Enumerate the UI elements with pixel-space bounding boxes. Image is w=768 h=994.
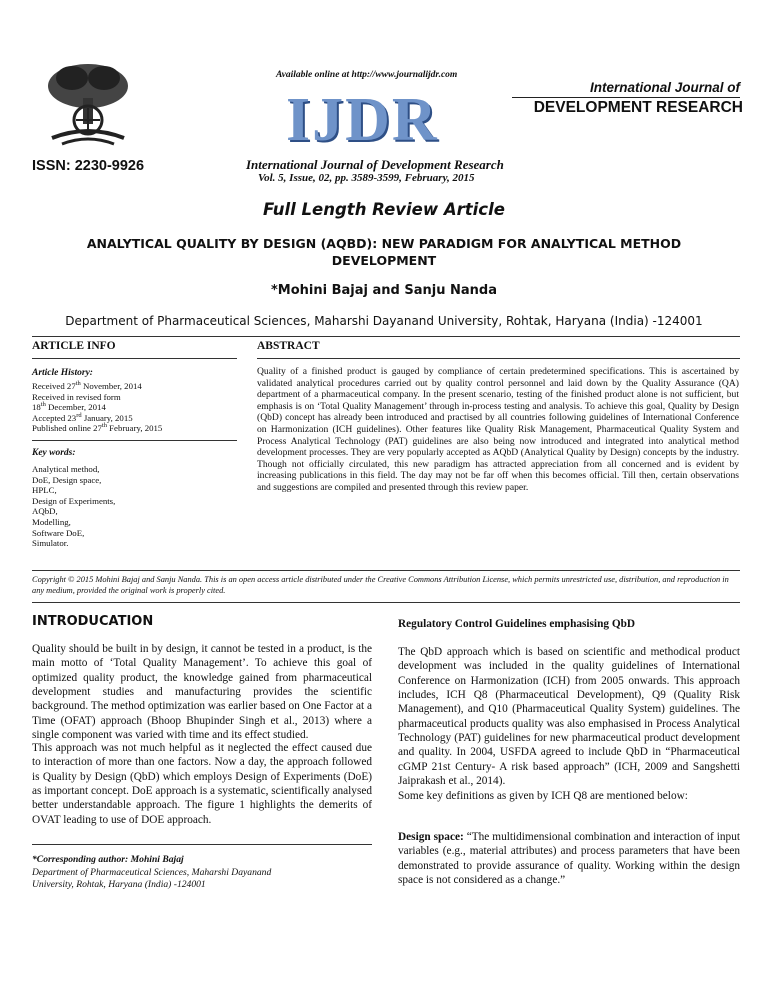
keyword-item: Simulator. [32,538,69,549]
journal-full-name: International Journal of Development Research [246,157,504,172]
history-line-text: Accepted 23 [32,412,77,423]
history-line-sup: th [40,401,46,409]
issn: ISSN: 2230-9926 [32,158,145,174]
ijdr-logo-text: IJDR [286,86,439,154]
keyword-item: AQbD, [32,506,58,517]
info-top-rule [32,336,740,337]
brand-line-2: DEVELOPMENT RESEARCH [533,99,743,116]
ijdr-logo [286,86,496,154]
article-title: ANALYTICAL QUALITY BY DESIGN (AQBD): NEW PARADIGM FOR ANALYTICAL METHOD DEVELOPMENT [86,236,682,268]
history-label: Article History: [32,368,93,378]
article-info-heading: ARTICLE INFO [32,340,116,352]
keywords-list [32,464,237,549]
design-space-term: Design space: [398,831,464,843]
abstract-head-rule [257,358,740,359]
copyright-bottom-rule [32,602,740,603]
history-line-sup: th [75,380,81,388]
volume-info: Vol. 5, Issue, 02, pp. 3589-3599, February, 2015 [258,172,475,184]
brand-divider [512,97,740,98]
regulatory-heading: Regulatory Control Guidelines emphasising QbD [398,618,636,630]
history-line-date: January, 2015 [81,412,133,423]
keyword-item: HPLC, [32,485,57,496]
regulatory-paragraph-2: Some key definitions as given by ICH Q8 are mentioned below: [398,790,688,802]
history-line [32,413,237,424]
article-affiliation: Department of Pharmaceutical Sciences, Maharshi Dayanand University, Rohtak, Haryana (India) -124001 [65,314,703,328]
corresponding-rule [32,844,372,845]
history-line-sup: rd [76,411,82,419]
copyright-notice: Copyright © 2015 Mohini Bajaj and Sanju Nanda. This is an open access article distributed under the Creative Commons Attribution License, which permits unrestricted use, distribution, and reproduction in any medium, provided the original work is properly cited. [32,575,729,595]
keyword-item: DoE, Design space, [32,474,102,485]
history-line-sup: th [101,422,107,430]
available-online-link[interactable]: Available online at http://www.journalijdr.com [276,70,458,80]
history-line-text: Received 27 [32,381,76,391]
history-line [32,392,237,403]
history-line [32,402,237,413]
regulatory-paragraph-1: The QbD approach which is based on scientific and methodical product development was included in the quality guidelines of International Conference on Harmonization (ICH) from 2005 onwards. This approach includes, ICH Q8 (Pharmaceutical Development), Q9 (Quality Risk Management), and Q10 (Pharmaceutical Quality System) guidelines. The pharmaceutical products quality was also emphasised in Process Analytical Technology (PAT) guidelines for new pharmaceutical product development and quality. In 2004, USFDA agreed to include QbD in “Pharmaceutical cGMP 21st Century- A risk based approach” (ICH, 2009 and Sangshetti Jaiprakash et al., 2014). [398,646,740,788]
article-authors: *Mohini Bajaj and Sanju Nanda [271,283,497,298]
history-line-text: Received in revised form [32,391,121,402]
corresponding-author: *Corresponding author: Mohini Bajaj [32,854,184,865]
article-type: Full Length Review Article [263,200,505,219]
journal-tree-logo-icon [42,58,134,148]
keyword-item: Analytical method, [32,464,100,474]
corresponding-address-1: Department of Pharmaceutical Sciences, Maharshi Dayanand [32,867,272,878]
history-line [32,423,237,434]
keyword-item: Software DoE, [32,527,85,538]
intro-paragraph-2: This approach was not much helpful as it neglected the effect caused due to interaction of more than one factors. Now a day, the approach followed is Quality by Design (QbD) which employs Design of Experiments (DoE) as important concept. DoE approach is a systematic, scientifically analysed better understandable approach. The figure 1 highlights the demerits of OVAT leading to use of DOE approach. [32,742,372,826]
article-history [32,381,237,434]
abstract-heading: ABSTRACT [257,340,320,352]
history-line-text: Published online 27 [32,423,102,434]
history-line-date: February, 2015 [106,423,163,434]
keyword-item: Modelling, [32,516,71,527]
design-space-definition [398,830,740,887]
history-line-date: November, 2014 [80,381,142,391]
history-rule [32,440,237,441]
keyword-item: Design of Experiments, [32,495,116,506]
history-line [32,381,237,392]
abstract-text: Quality of a finished product is gauged by compliance of certain predetermined specifications. This is ascertained by validated analytical procedures carried out by quality control personnel and laid down by the Quality Assurance (QA) department of a pharmaceutical company. In the present scenario, testing of the finished product alone is not sufficient, but emphasis is on ‘Total Quality Management’ through in-process testing and analysis. To achieve this goal, Quality by Design (QbD) concept has already been introduced and practised by all countries following guidelines of International Conference on Harmonization (ICH guidelines). Other features like Quality Risk Management, Pharmaceutical Quality System and Process Analytical Technology (PAT) guidelines are also being now introduced and integrated into analytical method development processes. They are very popularly accepted as AQbD (Analytical Quality by Design) concepts by the industry. Though not officially circulated, this new paradigm has attracted appreciation from all concerned and is evident by increasing publications in this field. The day may not be far off when this becomes official. Till then, certain observations and suggestions are compiled and presented through this review paper. [257,366,739,493]
copyright-top-rule [32,570,740,571]
history-line-date: December, 2014 [45,402,106,413]
corresponding-address-2: University, Rohtak, Haryana (India) -124001 [32,879,206,890]
brand-line-1: International Journal of [589,80,740,95]
intro-heading: INTRODUCATION [32,614,154,629]
intro-paragraph-1: Quality should be built in by design, it cannot be tested in a product, is the main motto of ‘Total Quality Management’. To achieve this goal of optimized quality product, the knowledge gained from pharmaceutical development studies and manufacturing provides the scientific background. The method optimization was earlier based on One Factor at a Time (OFAT) approach (Bhoop Bhupinder Singh et al., 2013) where a single component was varied with time and its effect studied. [32,643,372,742]
design-space-text: “The multidimensional combination and interaction of input variables (e.g., material attributes) and process parameters that have been demonstrated to provide assurance of quality. Working within the design space is not considered as a change.” [398,831,740,887]
keywords-label: Key words: [32,448,76,458]
info-head-rule [32,358,237,359]
history-line-text: 18 [32,402,41,413]
